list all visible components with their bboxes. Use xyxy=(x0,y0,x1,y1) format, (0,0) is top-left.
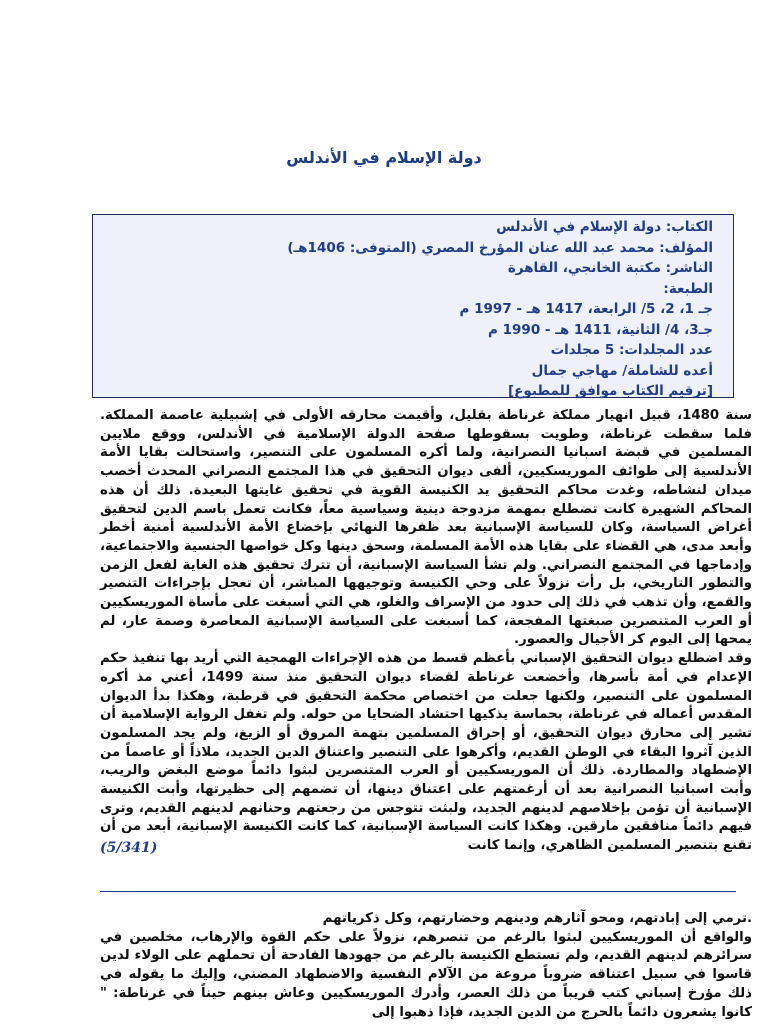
info-line-numbering: [ترقيم الكتاب موافق للمطبوع] xyxy=(508,383,713,399)
info-line-author: المؤلف: محمد عبد الله عنان المؤرخ المصري (المتوفى: 1406هـ) xyxy=(287,239,713,256)
paragraph: .ترمي إلى إبادتهم، ومحو آثارهم ودينهم وحضارتهم، وكل ذكرياتهم xyxy=(322,911,752,926)
next-page-text-section xyxy=(100,910,752,1022)
page-divider xyxy=(100,891,736,892)
paragraph: سنة 1480، قبيل انهيار مملكة غرناطة بقليل، وأقيمت محارقه الأولى في إشبيلية عاصمة المملكة. فلما سقطت غرناطة، وطويت بسقوطها صفحة الدولة الإسلامية في الأندلس، ووقع ملايين المسلمين في قبضة اسبانيا النصرانية، ولما أكره المسلمون على التنصير، واستحالت بقايا الأمة الأندلسية إلى طوائف الموريسكيين، ألفى ديوان التحقيق في هذا المجتمع النصراني المحدث أخصب ميدان لنشاطه، وغدت محاكم التحقيق يد الكنيسة القوية في تحقيق غايتها البعيدة. ذلك أن هذه المحاكم الشهيرة كانت تضطلع بمهمة مزدوجة دينية وسياسية معاً، فكانت تعمل باسم الدين لتحقيق أغراض السياسة، وكان للسياسة الإسبانية بعد ظفرها النهائي بإخضاع الأمة الأندلسية أمنية أخطر وأبعد مدى، هي القضاء على بقايا هذه الأمة المسلمة، وسحق دينها وكل خواصها الجنسية والاجتماعية، وإدماجها في المجتمع النصراني. ولم تشأ السياسة الإسبانية، أن تترك تحقيق هذه الغاية لفعل الزمن والتطور التاريخي، بل رأت نزولاً على وحي الكنيسة وتوجيهها المباشر، أن تعجل بإجراءات التنصير والقمع، وأن تذهب في ذلك إلى حدود من الإسراف والغلو، هي التي أسبغت على مأساة الموريسكيين أو العرب المتنصرين صبغتها المفجعة، كما أسبغت على السياسة الإسبانية المعاصرة وصمة عار، لم يمحها إلى اليوم كر الأجيال والعصور. xyxy=(100,408,752,648)
info-line-edition: الطبعة: xyxy=(663,280,713,297)
info-line-edition-vol-1: جـ 1، 2، 5/ الرابعة، 1417 هـ - 1997 م xyxy=(459,301,713,317)
paragraph: وقد اضطلع ديوان التحقيق الإسباني بأعظم قسط من هذه الإجراءات الهمجية التي أريد بها تنفيذ حكم الإعدام في أمة بأسرها، وأخضعت غرناطة لقضاء ديوان التحقيق منذ سنة 1499، أعني مذ أكره المسلمون على التنصير، ولكنها جعلت من اختصاص محكمة التحقيق في قرطبة، وهكذا بدأ الديوان المقدس أعماله في غرناطة، بحماسة يذكيها احتشاد الضحايا من حوله. ولم تغفل الرواية الإسلامية أن تشير إلى محارق ديوان التحقيق، أو إحراق المسلمين بتهمة المروق أو الزيغ، ولم يجد المسلمون الذين آثروا البقاء في الوطن القديم، وأكرهوا على التنصير واعتناق الدين الجديد، ملاذاً أو عاصماً من الإضطهاد والمطاردة. ذلك أن الموريسكيين أو العرب المتنصرين لبثوا دائماً موضع البغض والريب، وأبت اسبانيا النصرانية بعد أن أرغمتهم على اعتناق دينها، أن تضمهم إلى حظيرتها، وأبت الكنيسة الإسبانية أن تؤمن بإخلاصهم لدينهم الجديد، ولبثت تتوجس من رجعتهم وحنانهم لدينهم القديم، وترى فيهم دائماً منافقين مارقين. وهكذا كانت السياسة الإسبانية، كما كانت الكنيسة الإسبانية، أبعد من أن تقنع بتنصير المسلمين الظاهري، وإنما كانت xyxy=(100,651,753,854)
info-line-book: الكتاب: دولة الإسلام في الأندلس xyxy=(496,219,713,235)
book-info-box xyxy=(92,214,734,398)
book-title: دولة الإسلام في الأندلس xyxy=(286,148,482,167)
page-number: (5/341) xyxy=(100,840,158,856)
paragraph: والواقع أن الموريسكيين لبثوا بالرغم من تنصرهم، نزولاً على حكم القوة والإرهاب، مخلصين في سرائرهم لدينهم القديم، ولم تستطع الكنيسة بالرغم من جهودها الفادحة أن تحملهم على الولاء لدين قاسوا في سبيل اعتناقه ضروباً مروعة من الآلام النفسية والاضطهاد المضني، وإليك ما يقوله في ذلك مؤرخ إسباني كتب قريباً من ذلك العصر، وأدرك الموريسكيين وعاش بينهم حيناً في غرناطة: " كانوا يشعرون دائماً بالحرج من الدين الجديد، فإذا ذهبوا إلى xyxy=(100,929,752,1020)
info-line-publisher: الناشر: مكتبة الخانجي، القاهرة xyxy=(507,260,713,276)
body-text-section xyxy=(100,407,752,856)
info-line-prepared-by: أعده للشاملة/ مهاجي جمال xyxy=(531,362,713,379)
info-line-volumes: عدد المجلدات: 5 مجلدات xyxy=(550,342,713,358)
info-line-edition-vol-3: جـ3، 4/ الثانية، 1411 هـ - 1990 م xyxy=(488,321,713,338)
